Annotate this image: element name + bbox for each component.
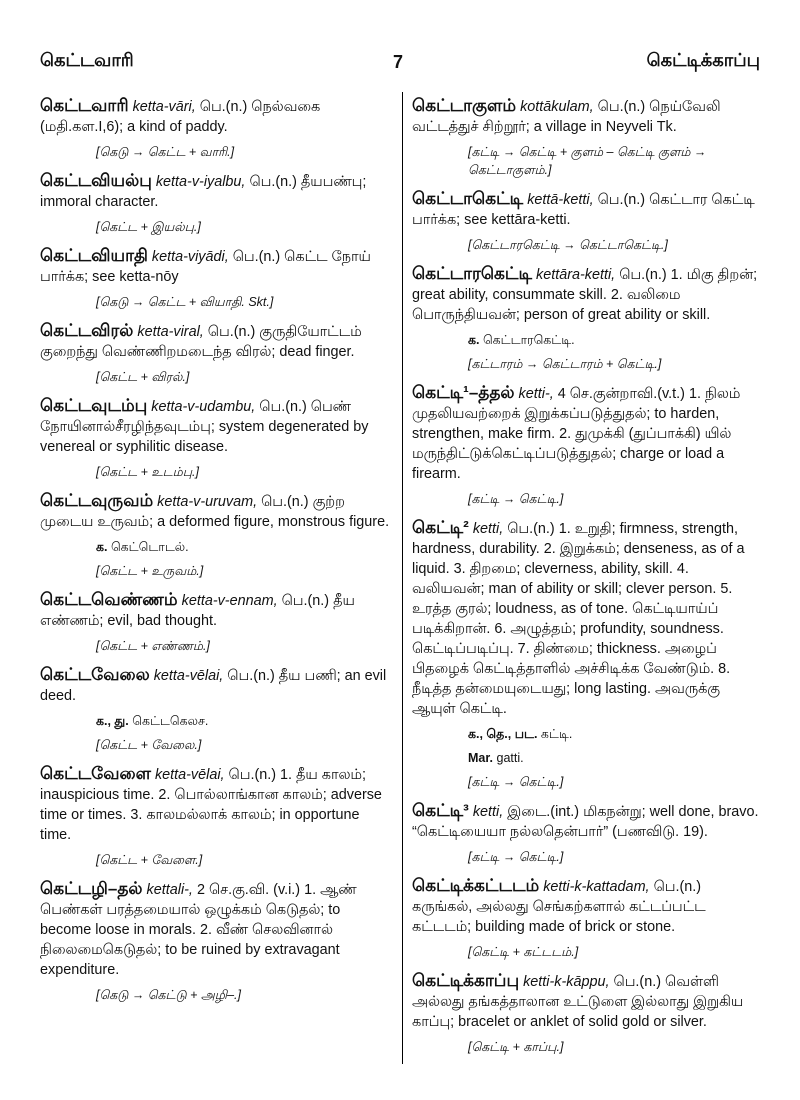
- etymology: [கெட்ட + எண்ணம்.]: [96, 639, 210, 653]
- entry: [412, 264, 762, 325]
- page-number: 7: [393, 52, 404, 72]
- cognate-word: கெட்டொடல்.: [110, 540, 189, 554]
- headword: கெட்டாகுளம்: [412, 96, 517, 115]
- cognate-language: க., தெ., பட.: [468, 727, 538, 741]
- etymology: [கட்டி → கெட்டி.]: [468, 850, 564, 864]
- headword: கெட்டவியல்பு: [40, 171, 152, 190]
- page-header: [0, 0, 800, 96]
- definition: பெ.(n.) கெட்டார கெட்டி பார்க்க; see kettāra-ketti.: [412, 192, 755, 228]
- entry: [40, 321, 392, 362]
- entry: [40, 491, 392, 532]
- transliteration: ketta-vāri,: [132, 99, 196, 115]
- definition: பெ.(n.) குற்ற முடைய உருவம்; a deformed figure, monstrous figure.: [40, 494, 390, 530]
- headword: கெட்டவேளை: [40, 764, 151, 783]
- left-column: [40, 96, 392, 1014]
- entry: [412, 801, 762, 842]
- entry: [40, 764, 392, 845]
- headword: கெட்டவேலை: [40, 665, 150, 684]
- etymology: [கெட்ட + இயல்பு.]: [96, 220, 201, 234]
- transliteration: ketta-v-iyalbu,: [155, 174, 246, 190]
- header-right-guideword: கெட்டிக்காப்பு: [646, 50, 760, 70]
- transliteration: ketta-viyādi,: [151, 249, 229, 265]
- transliteration: kottākulam,: [520, 99, 594, 115]
- definition: பெ.(n.) தீய பணி; an evil deed.: [40, 668, 387, 704]
- etymology: [கட்டி → கெட்டி + குளம் – கெட்டி குளம் → கெட்டாகுளம்.]: [468, 145, 707, 177]
- transliteration: ketta-vēlai,: [153, 668, 224, 684]
- transliteration: ketta-viral,: [137, 324, 204, 340]
- cognate-word: கெட்டாரகெட்டி.: [482, 333, 575, 347]
- transliteration: ketti-,: [518, 386, 554, 402]
- definition: 2 செ.கு.வி. (v.i.) 1. ஆண் பெண்கள் பரத்தமையால் ஒழுக்கம் கெடுதல்; to become loose in morals. 2. வீண் செலவினால் நிலைமைகெடுதல்; to be ruined by extravagant expenditure.: [40, 882, 357, 978]
- definition: பெ.(n.) கெட்ட நோய் பார்க்க; see ketta-nōy: [40, 249, 371, 285]
- definition: பெ.(n.) குருதியோட்டம் குறைந்து வெண்ணிறமடைந்த விரல்; dead finger.: [40, 324, 362, 360]
- entry: [40, 879, 392, 980]
- transliteration: ketta-v-uruvam,: [157, 494, 258, 510]
- headword: கெட்டி³: [412, 801, 469, 820]
- cognate: [468, 749, 762, 767]
- entry: [40, 171, 392, 212]
- transliteration: ketta-v-ennam,: [181, 593, 278, 609]
- transliteration: kettali-,: [146, 882, 193, 898]
- definition: பெ.(n.) 1. உறுதி; firmness, strength, hardness, durability. 2. இறுக்கம்; denseness, as of a liquid. 3. திறமை; cleverness, ability, skill. 4. வலியவன்; man of ability or skill; clever person. 5. உரத்த குரல்; loudness, as of tone. கெட்டியாய்ப் படிக்கிறான். 6. அழுத்தம்; profundity, soundness. கெட்டிப்படிப்பு. 7. திண்மை; thickness. அழைப் பிதழைக் கெட்டித்தாளில் அச்சிடிக்க வேண்டும். 8. நீடித்த தன்மையுடையது; long lasting. அவருக்கு ஆயுள் கெட்டி.: [412, 521, 745, 717]
- etymology: [கெட்டி + காப்பு.]: [468, 1040, 564, 1054]
- cognate-word: gatti.: [496, 751, 524, 765]
- etymology: [கெட்டாரகெட்டி → கெட்டாகெட்டி.]: [468, 238, 668, 252]
- cognate: [96, 538, 392, 556]
- entry: [40, 590, 392, 631]
- entry: [40, 665, 392, 706]
- cognate-language: க., து.: [96, 714, 129, 728]
- entry: [40, 96, 392, 137]
- transliteration: kettā-ketti,: [527, 192, 594, 208]
- etymology: [கெட்ட + உடம்பு.]: [96, 465, 199, 479]
- headword: கெட்டவியாதி: [40, 246, 148, 265]
- transliteration: kettāra-ketti,: [536, 267, 616, 283]
- transliteration: ketti-k-kāppu,: [523, 974, 610, 990]
- definition: பெ.(n.) 1. தீய காலம்; inauspicious time. 2. பொல்லாங்கான காலம்; adverse time or times. 3. காலமல்லாக் காலம்; in opportune time.: [40, 767, 382, 843]
- headword: கெட்டாகெட்டி: [412, 189, 524, 208]
- cognate-language: க.: [468, 333, 480, 347]
- definition: பெ.(n.) நெய்வேலி வட்டத்துச் சிற்றூர்; a village in Neyveli Tk.: [412, 99, 721, 135]
- definition: பெ.(n.) கருங்கல், அல்லது செங்கற்களால் கட்டப்பட்ட கட்டடம்; building made of brick or stone.: [412, 879, 706, 935]
- headword: கெட்டழி–தல்: [40, 879, 143, 898]
- definition: பெ.(n.) தீயபண்பு; immoral character.: [40, 174, 367, 210]
- entry: [412, 383, 762, 484]
- headword: கெட்டி¹–த்தல்: [412, 383, 515, 402]
- headword: கெட்டிக்கட்டடம்: [412, 876, 540, 895]
- etymology: [கெட்ட + வேளை.]: [96, 853, 203, 867]
- entry: [412, 189, 762, 230]
- headword: கெட்டவுருவம்: [40, 491, 154, 510]
- cognate-word: கட்டி.: [540, 727, 573, 741]
- etymology: [கட்டி → கெட்டி.]: [468, 492, 564, 506]
- etymology: [கெடு → கெட்ட + வியாதி. Skt.]: [96, 295, 274, 309]
- headword: கெட்டிக்காப்பு: [412, 971, 520, 990]
- entry: [412, 876, 762, 937]
- definition: பெ.(n.) தீய எண்ணம்; evil, bad thought.: [40, 593, 355, 629]
- right-column: [412, 96, 762, 1066]
- entry: [40, 396, 392, 457]
- definition: பெ.(n.) நெல்வகை (மதி.கள.I,6); a kind of paddy.: [40, 99, 321, 135]
- definition: பெ.(n.) 1. மிகு திறன்; great ability, consummate skill. 2. வலிமை பொருந்தியவன்; person of great ability or skill.: [412, 267, 758, 323]
- cognate-language: க.: [96, 540, 108, 554]
- cognate-language: Mar.: [468, 751, 494, 765]
- entry: [412, 96, 762, 137]
- definition: பெ.(n.) வெள்ளி அல்லது தங்கத்தாலான உட்டுளை இல்லாது இறுகிய காப்பு; bracelet or anklet of solid gold or silver.: [412, 974, 744, 1030]
- etymology: [கெட்டி + கட்டடம்.]: [468, 945, 579, 959]
- etymology: [கெடு → கெட்ட + வாரி.]: [96, 145, 235, 159]
- cognate: [96, 712, 392, 730]
- headword: கெட்டவெண்ணம்: [40, 590, 178, 609]
- definition: பெ.(n.) பெண் நோயினால்சீரழிந்தவுடம்பு; system degenerated by venereal or syphilitic disease.: [40, 399, 369, 455]
- definition: இடை.(int.) மிகநன்று; well done, bravo. “கெட்டியையா நல்லதென்பார்” (பணவிடு. 19).: [412, 804, 759, 840]
- transliteration: ketta-v-udambu,: [151, 399, 256, 415]
- definition: 4 செ.குன்றாவி.(v.t.) 1. நிலம் முதலியவற்றைக் இறுக்கப்படுத்துதல்; to harden, strengthen, make firm. 2. துமுக்கி (துப்பாக்கி) யில் மருந்திட்டுக்கெட்டிப்படுத்துதல்; charge or load a firearm.: [412, 386, 741, 482]
- transliteration: ketti-k-kattadam,: [543, 879, 650, 895]
- etymology: [கட்டி → கெட்டி.]: [468, 775, 564, 789]
- headword: கெட்டவுடம்பு: [40, 396, 148, 415]
- column-divider: [402, 92, 403, 1064]
- transliteration: ketta-vēlai,: [154, 767, 225, 783]
- etymology: [கட்டாரம் → கெட்டாரம் + கெட்டி.]: [468, 357, 662, 371]
- cognate: [468, 725, 762, 743]
- transliteration: ketti,: [472, 521, 504, 537]
- headword: கெட்டி²: [412, 518, 469, 537]
- entry: [40, 246, 392, 287]
- etymology: [கெட்ட + வேலை.]: [96, 738, 202, 752]
- headword: கெட்டவாரி: [40, 96, 129, 115]
- cognate: [468, 331, 762, 349]
- transliteration: ketti,: [472, 804, 504, 820]
- headword: கெட்டாரகெட்டி: [412, 264, 532, 283]
- entry: [412, 518, 762, 719]
- header-left-guideword: கெட்டவாரி: [40, 50, 134, 70]
- etymology: [கெடு → கெட்டு + அழி–.]: [96, 988, 241, 1002]
- etymology: [கெட்ட + விரல்.]: [96, 370, 190, 384]
- entry: [412, 971, 762, 1032]
- etymology: [கெட்ட + உருவம்.]: [96, 564, 204, 578]
- cognate-word: கெட்டகெலச.: [132, 714, 209, 728]
- headword: கெட்டவிரல்: [40, 321, 134, 340]
